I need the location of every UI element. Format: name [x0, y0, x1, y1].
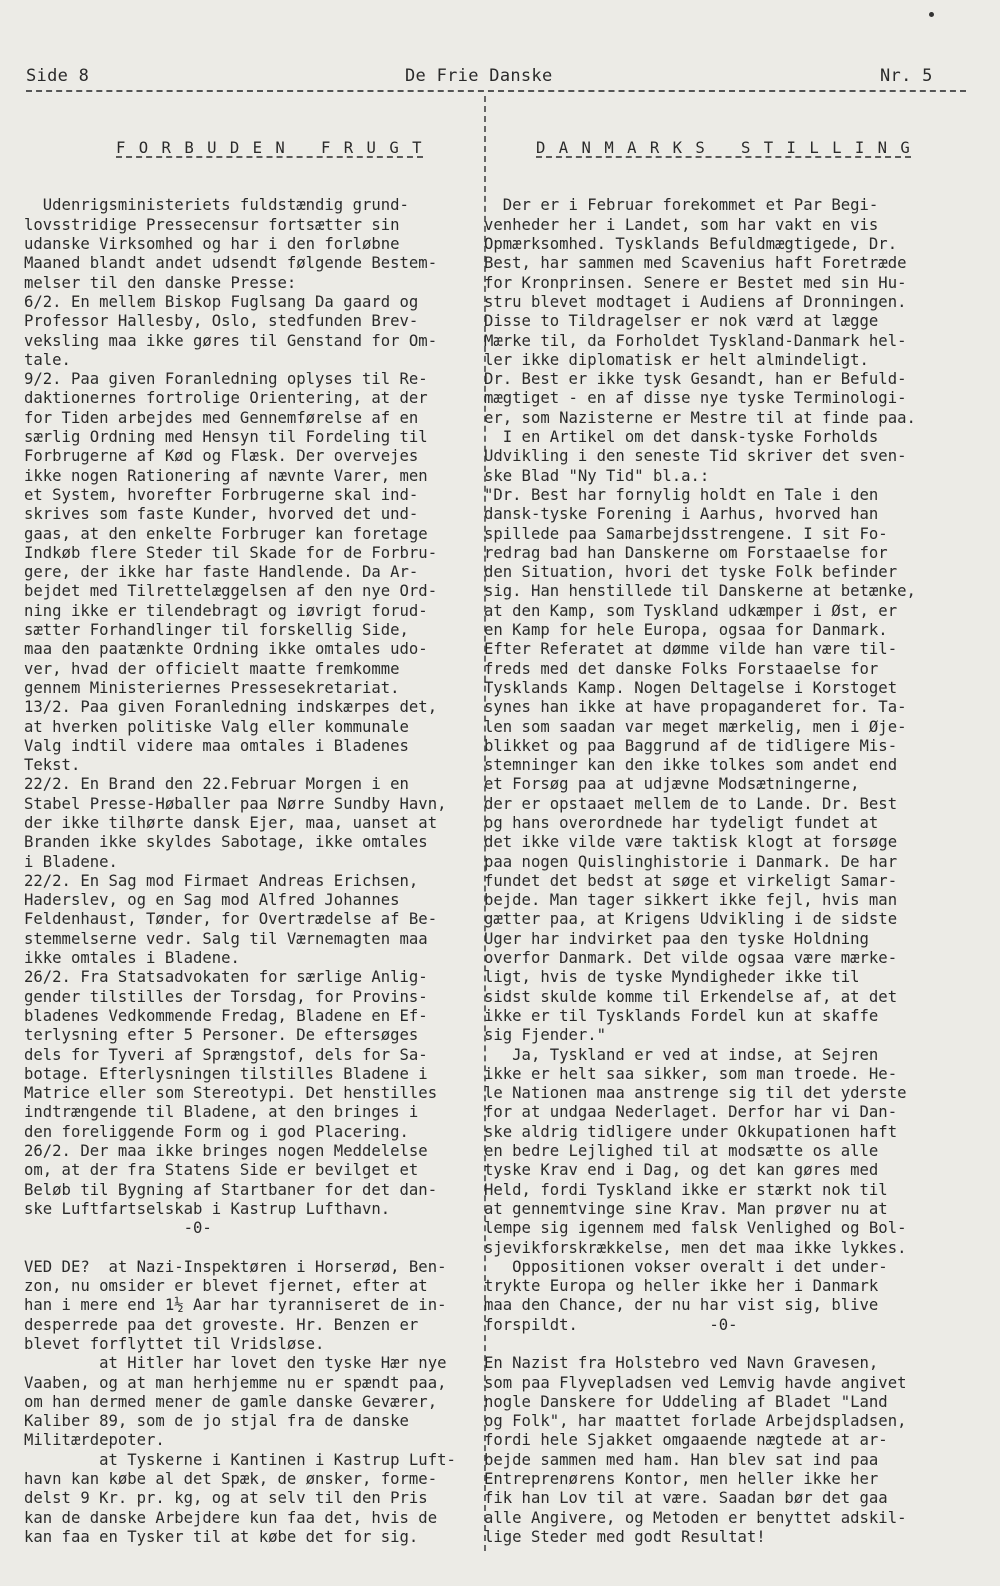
article-danmarks-stilling	[484, 100, 964, 1586]
text-line: En Nazist fra Holstebro ved Navn Gravesen,	[484, 1354, 879, 1373]
text-line: Oppositionen vokser overalt i det under-	[484, 1257, 888, 1276]
text-line: i Bladene.	[24, 852, 118, 871]
text-line: lige Steder med godt Resultat!	[484, 1527, 766, 1546]
text-line: Kaliber 89, som de jo stjal fra de danske	[24, 1412, 409, 1431]
text-line: botage. Efterlysningen tilstilles Bladene i	[24, 1064, 428, 1083]
text-line: 22/2. En Sag mod Firmaet Andreas Erichsen,	[24, 871, 419, 890]
text-line: Feldenhaust, Tønder, for Overtrædelse af Be-	[24, 910, 438, 929]
text-line: Militærdepoter.	[24, 1431, 165, 1450]
text-line: lovsstridige Pressecensur fortsætter sin	[24, 215, 400, 234]
text-line: fik han Lov til at være. Saadan bør det gaa	[484, 1489, 888, 1508]
text-line: gender tilstilles der Torsdag, for Provins-	[24, 987, 428, 1006]
text-line: dels for Tyveri af Sprængstof, dels for Sa-	[24, 1045, 428, 1064]
text-line: venheder her i Landet, som har vakt en vis	[484, 215, 879, 234]
text-line: et System, hvorefter Forbrugerne skal ind-	[24, 485, 419, 504]
text-line: alle Angivere, og Metoden er benyttet adskil-	[484, 1508, 907, 1527]
text-line: desperrede paa det groveste. Hr. Benzen er	[24, 1315, 419, 1334]
text-line: et Forsøg paa at udjævne Modsætningerne,	[484, 775, 860, 794]
text-line: er, som Nazisterne er Mestre til at finde paa.	[484, 408, 916, 427]
text-line: -0-	[24, 1219, 212, 1238]
text-line: den foreliggende Form og i god Placering.	[24, 1122, 409, 1141]
text-line: særlig Ordning med Hensyn til Fordeling til	[24, 428, 428, 447]
text-line: der er opstaaet mellem de to Lande. Dr. Best	[484, 794, 898, 813]
article-body-right	[484, 196, 964, 1547]
text-line: synes han ikke at have propaganderet for. Ta-	[484, 698, 907, 717]
text-line: Udvikling i den seneste Tid skriver det sven-	[484, 447, 907, 466]
text-line: for Kronprinsen. Senere er Bestet med sin Hu-	[484, 273, 907, 292]
text-line: sjevikforskrækkelse, men det maa ikke lykkes.	[484, 1238, 907, 1257]
text-line: for at undgaa Nederlaget. Derfor har vi Dan-	[484, 1103, 898, 1122]
text-line: Professor Hallesby, Oslo, stedfunden Brev-	[24, 312, 419, 331]
text-line: trykte Europa og heller ikke her i Danmark	[484, 1277, 879, 1296]
text-line: det ikke vilde være taktisk klogt at forsøge	[484, 833, 898, 852]
text-line: om han dermed mener de gamle danske Geværer,	[24, 1392, 438, 1411]
text-line: sætter Forhandlinger til forskellig Side,	[24, 621, 409, 640]
text-line: 26/2. Fra Statsadvokaten for særlige Anlig-	[24, 968, 428, 987]
text-line: ske Luftfartselskab i Kastrup Lufthavn.	[24, 1199, 391, 1218]
page-number: Side 8	[26, 66, 90, 86]
text-line: stru blevet modtaget i Audiens af Dronningen.	[484, 292, 907, 311]
text-line: 13/2. Paa given Foranledning indskærpes det,	[24, 698, 438, 717]
text-line: gennem Ministeriernes Pressesekretariat.	[24, 678, 400, 697]
text-line: Valg indtil videre maa omtales i Bladenes	[24, 736, 409, 755]
text-line: terlysning efter 5 Personer. De eftersøges	[24, 1026, 419, 1045]
text-line: 6/2. En mellem Biskop Fuglsang Da gaard og	[24, 292, 419, 311]
text-line: der ikke tilhørte dansk Ejer, maa, uanset at	[24, 813, 438, 832]
text-line: 9/2. Paa given Foranledning oplyses til Re-	[24, 370, 428, 389]
text-line: for Tiden arbejdes med Gennemførelse af en	[24, 408, 419, 427]
text-line: melser til den danske Presse:	[24, 273, 297, 292]
text-line: kan de danske Arbejdere kun faa det, hvis de	[24, 1508, 438, 1527]
text-line: Mærke til, da Forholdet Tyskland-Danmark hel-	[484, 331, 907, 350]
text-line: Der er i Februar forekommet et Par Begi-	[484, 196, 879, 215]
text-line: blevet forflyttet til Vridsløse.	[24, 1335, 325, 1353]
text-line: Haderslev, og en Sag mod Alfred Johannes	[24, 891, 400, 910]
text-line: tale.	[24, 350, 71, 369]
text-line: den Situation, hvori det tyske Folk befinder	[484, 563, 898, 582]
issue-number: Nr. 5	[880, 66, 933, 86]
header-divider	[26, 90, 966, 92]
text-line: Tysklands Kamp. Nogen Deltagelse i Korstoget	[484, 678, 898, 697]
text-line: Efter Referatet at dømme vilde han være til-	[484, 640, 898, 659]
text-line: len som saadan var meget mærkelig, men i Øje-	[484, 717, 907, 736]
text-line: ske Blad "Ny Tid" bl.a.:	[484, 466, 710, 485]
text-line: Tekst.	[24, 756, 81, 775]
text-line: bejdet med Tilrettelæggelsen af den nye Ord-	[24, 582, 438, 601]
text-line: ikke er helt saa sikker, som man troede. He-	[484, 1064, 898, 1083]
text-line: blikket og paa Baggrund af de tidligere Mis-	[484, 736, 898, 755]
text-line: og hans overordnede har tydeligt fundet at	[484, 813, 879, 832]
text-line: indtrængende til Bladene, at den bringes i	[24, 1103, 419, 1122]
text-line: udanske Virksomhed og har i den forløbne	[24, 235, 400, 254]
text-line: og Folk", har maattet forlade Arbejdspladsen,	[484, 1412, 907, 1431]
article-forbuden-frugt	[24, 100, 480, 1586]
text-line: stemmelserne vedr. Salg til Værnemagten maa	[24, 929, 428, 948]
text-line: gætter paa, at Krigens Udvikling i de sidste	[484, 910, 898, 929]
text-line	[24, 1239, 480, 1258]
text-line: gere, der ikke har faste Handlende. Da Ar-	[24, 563, 419, 582]
text-line	[484, 1335, 964, 1354]
text-line: Opmærksomhed. Tysklands Befuldmægtigede, Dr.	[484, 235, 898, 254]
text-line: en Kamp for hele Europa, ogsaa for Danmark.	[484, 621, 888, 640]
text-line: bejde sammen med ham. Han blev sat ind paa	[484, 1450, 879, 1469]
text-line: havn kan købe al det Spæk, de ønsker, forme-	[24, 1470, 438, 1489]
text-line: Ja, Tyskland er ved at indse, at Sejren	[484, 1045, 879, 1064]
text-line: "Dr. Best har fornylig holdt en Tale i den	[484, 485, 879, 504]
text-line: sig Fjender."	[484, 1026, 607, 1045]
text-line: ikke omtales i Bladene.	[24, 949, 240, 968]
text-line: tyske Krav end i Dag, og det kan gøres med	[484, 1161, 879, 1180]
text-line: ikke nogen Rationering af nævnte Varer, men	[24, 466, 428, 485]
text-line: fundet det bedst at søge et virkeligt Samar-	[484, 871, 898, 890]
text-line: Uger har indvirket paa den tyske Holdning	[484, 929, 869, 948]
text-line: skrives som faste Kunder, hvorved det und-	[24, 505, 419, 524]
text-line: ler ikke diplomatisk er helt almindeligt.	[484, 350, 869, 369]
text-line: som paa Flyvepladsen ved Lemvig havde angivet	[484, 1373, 907, 1392]
text-line: Held, fordi Tyskland ikke er stærkt nok til	[484, 1180, 888, 1199]
text-line: Maaned blandt andet udsendt følgende Bestem-	[24, 254, 438, 273]
text-line: stemninger kan den ikke tolkes som andet end	[484, 756, 898, 775]
text-line: fordi hele Sjakket omgaaende nægtede at ar-	[484, 1431, 888, 1450]
text-line: om, at der fra Statens Side er bevilget et	[24, 1161, 419, 1180]
text-line: Dr. Best er ikke tysk Gesandt, han er Befuld-	[484, 370, 907, 389]
text-line: le Nationen maa anstrenge sig til det yderste	[484, 1084, 907, 1103]
text-line: freds med det danske Folks Forstaaelse for	[484, 659, 879, 678]
text-line: daktionernes fortrolige Orientering, at der	[24, 389, 428, 408]
text-line: mægtiget - en af disse nye tyske Terminologi-	[484, 389, 907, 408]
text-line: Entreprenørens Kontor, men heller ikke her	[484, 1470, 879, 1489]
text-line: dansk-tyske Forening i Aarhus, hvorved han	[484, 505, 879, 524]
text-line: Matrice eller som Stereotypi. Det henstilles	[24, 1084, 438, 1103]
text-line: VED DE? at Nazi-Inspektøren i Horserød, Ben-	[24, 1257, 447, 1276]
text-line: at hverken politiske Valg eller kommunale	[24, 717, 409, 736]
text-line: Beløb til Bygning af Startbaner for det dan-	[24, 1180, 438, 1199]
text-line: overfor Danmark. Det vilde ogsaa være mærke-	[484, 949, 898, 968]
text-line: ligt, hvis de tyske Myndigheder ikke til	[484, 968, 860, 987]
text-line: sidst skulde komme til Erkendelse af, at det	[484, 987, 898, 1006]
text-line: Disse to Tildragelser er nok værd at lægge	[484, 312, 879, 331]
text-line: bejde. Man tager sikkert ikke fejl, hvis man	[484, 891, 898, 910]
text-line: ikke er til Tysklands Fordel kun at skaffe	[484, 1006, 879, 1025]
text-line: sig. Han henstillede til Danskerne at betænke,	[484, 582, 916, 601]
text-line: spillede paa Samarbejdsstrengene. I sit Fo-	[484, 524, 888, 543]
text-line: Best, har sammen med Scavenius haft Foretræde	[484, 254, 907, 273]
text-line: forspildt. -0-	[484, 1315, 738, 1334]
text-line: Stabel Presse-Høballer paa Nørre Sundby Havn,	[24, 794, 447, 813]
newspaper-title: De Frie Danske	[405, 66, 553, 86]
text-line: veksling maa ikke gøres til Genstand for Om-	[24, 331, 438, 350]
text-line: han i mere end 1½ Aar har tyranniseret de in-	[24, 1296, 447, 1315]
text-line: maa den Chance, der nu har vist sig, blive	[484, 1296, 879, 1315]
text-line: 26/2. Der maa ikke bringes nogen Meddelelse	[24, 1142, 428, 1161]
text-line: Vaaben, og at man herhjemme nu er spændt paa,	[24, 1373, 447, 1392]
text-line: 22/2. En Brand den 22.Februar Morgen i en	[24, 775, 409, 794]
text-line: zon, nu omsider er blevet fjernet, efter at	[24, 1277, 428, 1296]
article-title-forbuden-frugt: F O R B U D E N F R U G T	[116, 138, 424, 157]
text-line: maa den paatænkte Ordning ikke omtales udo-	[24, 640, 428, 659]
text-line: at Hitler har lovet den tyske Hær nye	[24, 1354, 447, 1373]
text-line: Udenrigsministeriets fuldstændig grund-	[24, 196, 409, 215]
text-line: en bedre Lejlighed til at modsætte os alle	[484, 1142, 879, 1161]
text-line: I en Artikel om det dansk-tyske Forholds	[484, 428, 879, 447]
text-line: ske aldrig tidligere under Okkupationen haft	[484, 1122, 898, 1141]
text-line: at gennemtvinge sine Krav. Man prøver nu at	[484, 1199, 888, 1218]
text-line: at den Kamp, som Tyskland udkæmper i Øst, er	[484, 601, 898, 620]
text-line: kan faa en Tysker til at købe det for sig.	[24, 1527, 419, 1546]
text-line: gaas, at den enkelte Forbruger kan foretage	[24, 524, 428, 543]
article-title-danmarks-stilling: D A N M A R K S S T I L L I N G	[536, 138, 912, 157]
text-line: paa nogen Quislinghistorie i Danmark. De har	[484, 852, 898, 871]
text-line: lempe sig igennem med falsk Venlighed og Bol-	[484, 1219, 907, 1238]
text-line: redrag bad han Danskerne om Forstaaelse for	[484, 543, 888, 562]
text-line: Branden ikke skyldes Sabotage, ikke omtales	[24, 833, 428, 852]
text-line: at Tyskerne i Kantinen i Kastrup Luft-	[24, 1450, 456, 1469]
text-line: Forbrugerne af Kød og Flæsk. Der overvejes	[24, 447, 419, 466]
text-line: ver, hvad der officielt maatte fremkomme	[24, 659, 400, 678]
text-line: bladenes Vedkommende Fredag, Bladene en Ef-	[24, 1006, 428, 1025]
text-line: nogle Danskere for Uddeling af Bladet "Land	[484, 1392, 888, 1411]
text-line: Indkøb flere Steder til Skade for de Forbru-	[24, 543, 438, 562]
article-body-left	[24, 196, 480, 1547]
text-line: delst 9 Kr. pr. kg, og at selv til den Pris	[24, 1489, 428, 1508]
text-line: ning ikke er tilendebragt og iøvrigt forud-	[24, 601, 428, 620]
ink-speck	[929, 12, 934, 17]
